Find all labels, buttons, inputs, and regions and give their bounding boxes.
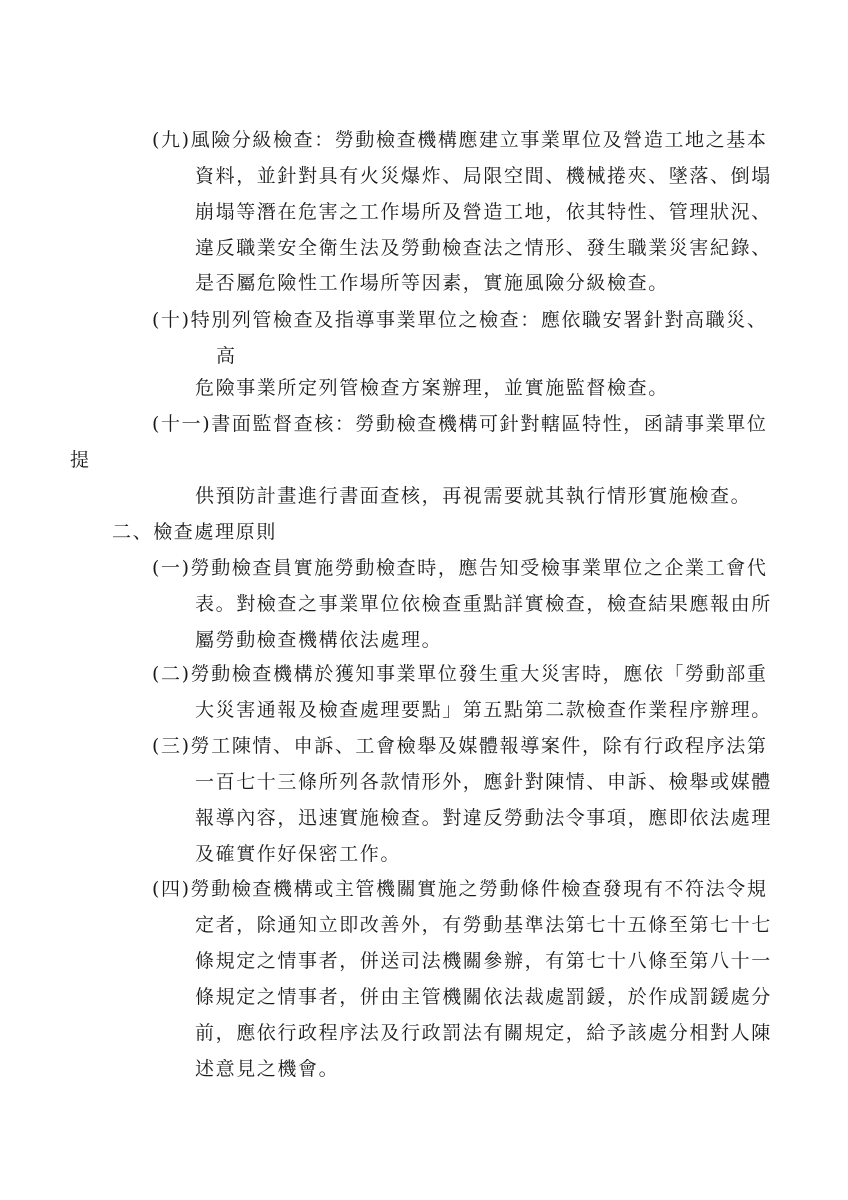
text-line: 大災害通報及檢查處理要點」第五點第二款檢查作業程序辦理。	[195, 699, 772, 721]
text-line: 危險事業所定列管檢查方案辦理，並實施監督檢查。	[195, 377, 669, 399]
text-line: 供預防計畫進行書面查核，再視需要就其執行情形實施檢查。	[195, 485, 752, 507]
text-line: 報導內容，迅速實施檢查。對違反勞動法令事項，應即依法處理	[195, 807, 772, 829]
text-line: 述意見之機會。	[195, 1058, 340, 1080]
text-line: 一百七十三條所列各款情形外，應針對陳情、申訴、檢舉或媒體	[195, 771, 772, 793]
text-line: (九)風險分級檢查：勞動檢查機構應建立事業單位及營造工地之基本	[152, 129, 768, 151]
text-line: (二)勞動檢查機構於獲知事業單位發生重大災害時，應依「勞動部重	[152, 663, 768, 685]
text-line: 屬勞動檢查機構依法處理。	[195, 629, 443, 651]
text-line: 提	[70, 449, 91, 471]
text-line: 前，應依行政程序法及行政罰法有關規定，給予該處分相對人陳	[195, 1022, 772, 1044]
text-line: 表。對檢查之事業單位依檢查重點詳實檢查，檢查結果應報由所	[195, 593, 772, 615]
text-line: 是否屬危險性工作場所等因素，實施風險分級檢查。	[195, 272, 669, 294]
text-line: (四)勞動檢查機構或主管機關實施之勞動條件檢查發現有不符法令規	[152, 878, 768, 900]
text-line: 違反職業安全衛生法及勞動檢查法之情形、發生職業災害紀錄、	[195, 237, 772, 259]
text-line: 高	[216, 345, 237, 367]
text-line: 條規定之情事者，併送司法機關參辦，有第七十八條至第八十一	[195, 950, 772, 972]
text-line: (十一)書面監督查核：勞動檢查機構可針對轄區特性，函請事業單位	[152, 413, 768, 435]
text-line: 定者，除通知立即改善外，有勞動基準法第七十五條至第七十七	[195, 914, 772, 936]
text-line: 資料，並針對具有火災爆炸、局限空間、機械捲夾、墜落、倒塌	[195, 165, 772, 187]
text-line: (一)勞動檢查員實施勞動檢查時，應告知受檢事業單位之企業工會代	[152, 557, 768, 579]
text-line: (三)勞工陳情、申訴、工會檢舉及媒體報導案件，除有行政程序法第	[152, 735, 768, 757]
text-line: 崩塌等潛在危害之工作場所及營造工地，依其特性、管理狀況、	[195, 201, 772, 223]
text-line: 及確實作好保密工作。	[195, 843, 402, 865]
section-heading: 二、檢查處理原則	[112, 521, 277, 543]
text-line: (十)特別列管檢查及指導事業單位之檢查：應依職安署針對高職災、	[152, 309, 768, 331]
text-line: 條規定之情事者，併由主管機關依法裁處罰鍰，於作成罰鍰處分	[195, 986, 772, 1008]
